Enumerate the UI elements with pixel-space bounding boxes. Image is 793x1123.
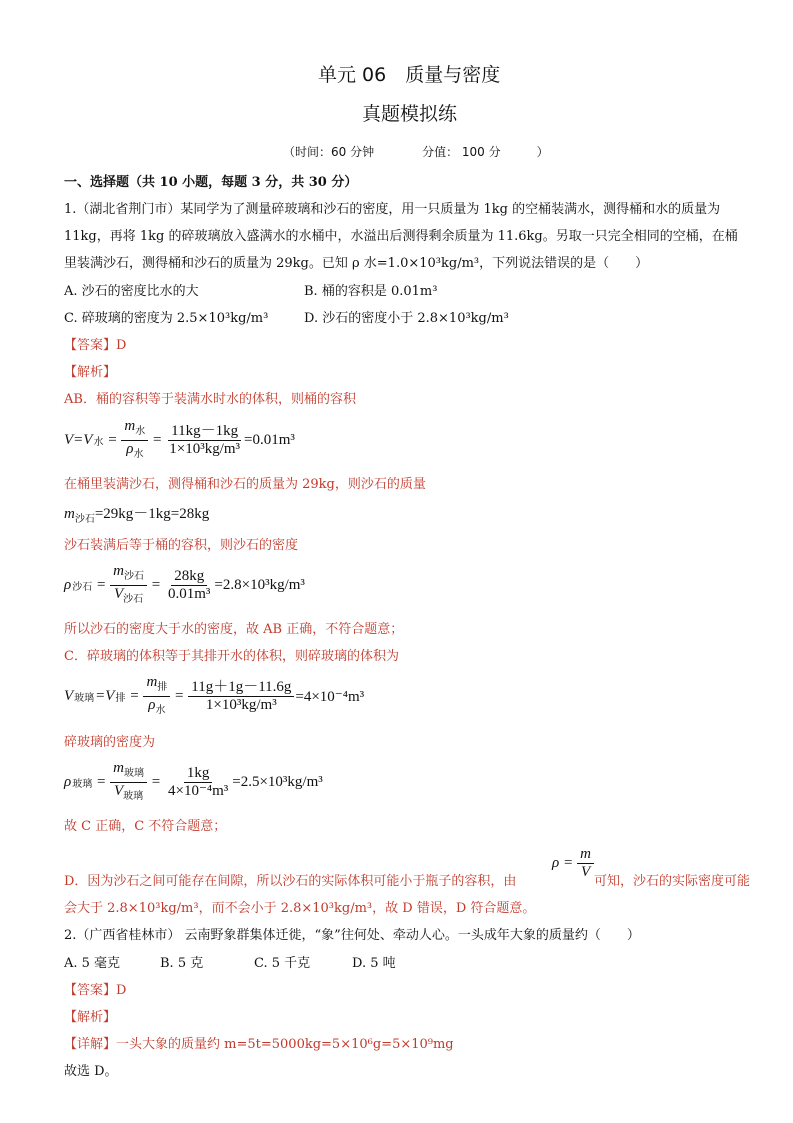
section-heading: 一、选择题（共 10 小题，每题 3 分，共 30 分）: [64, 175, 358, 190]
q1-step-d-part1: D．因为沙石之间可能存在间隙，所以沙石的实际体积可能小于瓶子的容积，由: [64, 874, 517, 889]
equation-sand-mass: [64, 502, 209, 525]
eq-term: V=V: [64, 432, 93, 448]
eq-sub: 排: [115, 693, 126, 704]
q1-analysis-label: 【解析】: [64, 365, 117, 380]
eq-sub: 玻璃: [74, 693, 95, 704]
eq-num: m: [113, 760, 125, 776]
fraction: [165, 568, 213, 603]
q1-option-c: C. 碎玻璃的密度为 2.5×10³kg/m³: [64, 311, 269, 326]
q2-option-b: B. 5 克: [160, 956, 204, 971]
q1-step-sand-mass: 在桶里装满沙石，测得桶和沙石的质量为 29kg，则沙石的质量: [64, 477, 426, 492]
eq-num: 1kg: [184, 765, 213, 783]
eq-sub: 玻璃: [124, 768, 145, 779]
eq-den: V: [114, 783, 124, 799]
eq-sub: 沙石: [74, 514, 95, 525]
fraction: [110, 563, 147, 608]
eq-num: m: [113, 563, 125, 579]
eq-sub: 沙石: [72, 582, 93, 593]
eq-num: 11g＋1g－11.6g: [188, 679, 294, 697]
eq-sub: 沙石: [124, 571, 145, 582]
q1-stem-line3: 里装满沙石，测得桶和沙石的质量为 29kg。已知 ρ 水=1.0×10³kg/m³，下列说法错误的是（ ）: [64, 256, 649, 271]
eq-num: 11kg－1kg: [168, 423, 241, 441]
fraction: [165, 765, 231, 800]
q1-conclusion-ab: 所以沙石的密度大于水的密度，故 AB 正确，不符合题意；: [64, 622, 404, 637]
eq-num: m: [146, 674, 158, 690]
eq-den: ρ: [126, 441, 134, 457]
q2-option-a: A. 5 毫克: [64, 956, 121, 971]
eq-term: V: [64, 688, 74, 704]
eq-den: 1×10³kg/m³: [205, 697, 277, 713]
eq-result: =29kg－1kg=28kg: [94, 506, 210, 522]
fraction: [166, 423, 243, 458]
eq-den: V: [114, 586, 124, 602]
fraction: [188, 679, 294, 714]
q1-option-a: A. 沙石的密度比水的大: [64, 284, 199, 299]
eq-den: ρ: [148, 697, 156, 713]
eq-term: =V: [95, 688, 115, 704]
eq-sub: 水: [133, 449, 144, 460]
eq-term: m: [64, 506, 75, 522]
fraction: [577, 846, 594, 881]
q2-conclusion: 故选 D。: [64, 1064, 118, 1079]
q1-step-sand-density: 沙石装满后等于桶的容积，则沙石的密度: [64, 538, 299, 553]
eq-sub: 玻璃: [72, 779, 93, 790]
q2-detail-text: 一头大象的质量约 m=5t=5000kg=5×10⁶g=5×10⁹mg: [116, 1037, 454, 1052]
eq-den: 1×10³kg/m³: [169, 441, 241, 457]
equation-glass-density: ρ 玻璃 = $\frac{m_{玻璃}}{V_{玻璃}}$ = $\frac{1kg}{\text{4×10⁻⁴m³}}$ =2.5×10³kg/m³: [64, 760, 323, 805]
equation-bucket-volume: V=V 水 = $\frac{m_水}{\rho_水}$ = $\frac{11kg-1kg}{\text{1×10³kg/m³}}$ =0.01m³: [64, 418, 295, 463]
eq-num: m: [124, 418, 136, 434]
equation-density-formula: ρ = $\frac{m}{V}$: [552, 846, 594, 881]
eq-den: V: [581, 864, 591, 880]
q2-stem: 2.（广西省桂林市） 云南野象群集体迁徙，“象”往何处、牵动人心。一头成年大象的质量约（ ）: [64, 928, 640, 943]
eq-num: 28kg: [171, 568, 207, 586]
eq-sub: 水: [155, 705, 166, 716]
page-title: 单元 06 质量与密度: [318, 64, 501, 86]
equation-sand-density: ρ 沙石 = $\frac{m_{沙石}}{V_{沙石}}$ = $\frac{28kg}{\text{0.01m³}}$ =2.8×10³kg/m³: [64, 563, 305, 608]
q2-detail-label: 【详解】: [64, 1037, 117, 1052]
eq-sub: 水: [135, 426, 146, 437]
eq-term: ρ: [64, 774, 72, 790]
q2-option-c: C. 5 千克: [254, 956, 311, 971]
q1-step-ab: AB．桶的容积等于装满水时水的体积，则桶的容积: [64, 392, 356, 407]
eq-term: ρ: [552, 855, 560, 871]
q2-answer: 【答案】D: [64, 983, 127, 998]
q1-step-d-part2: 可知，沙石的实际密度可能: [594, 874, 751, 889]
q1-option-d: D. 沙石的密度小于 2.8×10³kg/m³: [304, 311, 509, 326]
fraction: [121, 418, 148, 463]
eq-result: =2.5×10³kg/m³: [232, 774, 323, 790]
eq-den: 4×10⁻⁴m³: [167, 783, 229, 799]
eq-result: =4×10⁻⁴m³: [295, 689, 365, 705]
q1-step-glass-density: 碎玻璃的密度为: [64, 735, 156, 750]
equation-glass-volume: V 玻璃 =V 排 = $\frac{m_排}{\rho_水}$ = $\frac{11g+1g-11.6g}{\text{1×10³kg/m³}}$ =4×10⁻⁴m³: [64, 674, 364, 719]
eq-sub: 排: [157, 682, 168, 693]
q2-detail: [64, 1033, 454, 1052]
q2-analysis-label: 【解析】: [64, 1010, 117, 1025]
eq-num: m: [577, 846, 594, 864]
q1-step-d-line2: 会大于 2.8×10³kg/m³，而不会小于 2.8×10³kg/m³，故 D 错误，D 符合题意。: [64, 901, 536, 916]
fraction: [110, 760, 147, 805]
eq-result: =2.8×10³kg/m³: [214, 577, 305, 593]
q1-conclusion-c: 故 C 正确，C 不符合题意；: [64, 819, 227, 834]
q1-stem-line1: 1.（湖北省荆门市）某同学为了测量碎玻璃和沙石的密度，用一只质量为 1kg 的空桶装满水，测得桶和水的质量为: [64, 202, 721, 217]
q1-option-b: B. 桶的容积是 0.01m³: [304, 284, 438, 299]
eq-sub: 水: [93, 437, 104, 448]
q2-option-d: D. 5 吨: [352, 956, 396, 971]
q1-step-c: C．碎玻璃的体积等于其排开水的体积，则碎玻璃的体积为: [64, 649, 399, 664]
q1-stem-line2: 11kg，再将 1kg 的碎玻璃放入盛满水的水桶中，水溢出后测得剩余质量为 11.6kg。另取一只完全相同的空桶，在桶: [64, 229, 738, 244]
q1-answer: 【答案】D: [64, 338, 127, 353]
eq-sub: 玻璃: [123, 791, 144, 802]
eq-result: =0.01m³: [244, 432, 295, 448]
exam-meta: （时间：60 分钟 分值： 100 分 ）: [283, 145, 549, 159]
page-subtitle: 真题模拟练: [362, 103, 458, 125]
eq-sub: 沙石: [123, 594, 144, 605]
fraction: [143, 674, 170, 719]
eq-den: 0.01m³: [167, 586, 211, 602]
eq-term: ρ: [64, 577, 72, 593]
